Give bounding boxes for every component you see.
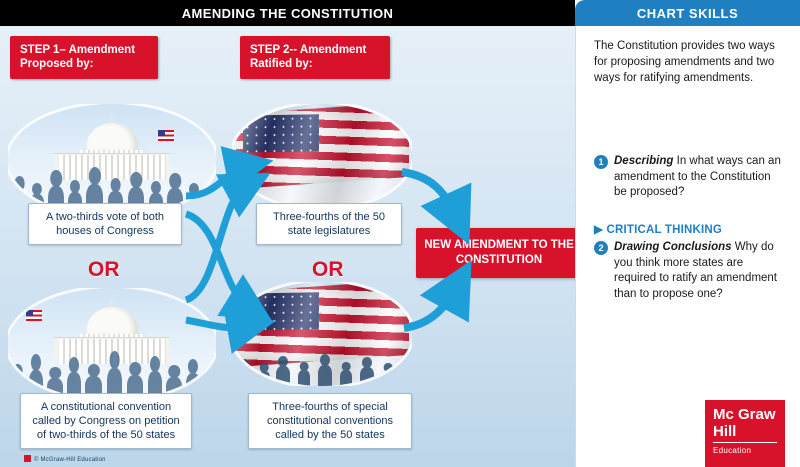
panel-intro-text: The Constitution provides two ways for proposing amendments and two ways for ratifying amendments. <box>594 40 775 84</box>
question-1-text: In what ways can an amendment to the Constitution be proposed? <box>614 155 781 198</box>
step-1-label: STEP 1– Amendment Proposed by: <box>10 36 158 79</box>
chart-skills-header: CHART SKILLS <box>575 0 800 26</box>
logo-line-2: Hill <box>713 423 737 440</box>
copyright-credit <box>24 455 106 463</box>
question-1-lead: Describing <box>614 155 674 167</box>
arrow-legislatures-to-result <box>402 172 456 216</box>
page-title: AMENDING THE CONSTITUTION <box>0 0 575 26</box>
question-2 <box>594 240 784 302</box>
or-label-left: OR <box>88 258 120 281</box>
credit-text: © McGraw-Hill Education <box>34 457 106 463</box>
logo-line-3: Education <box>713 446 752 455</box>
question-2-lead: Drawing Conclusions <box>614 241 732 253</box>
or-label-right: OR <box>312 258 344 281</box>
question-2-number: 2 <box>594 241 608 255</box>
step-2-label: STEP 2-- Amendment Ratified by: <box>240 36 390 79</box>
mcgraw-hill-education-logo <box>705 400 785 467</box>
caption-propose-congress: A two-thirds vote of both houses of Congress <box>28 203 182 245</box>
publisher-mark-icon <box>24 455 31 462</box>
arrow-conventions-to-result <box>404 288 456 328</box>
caption-propose-convention: A constitutional convention called by Congress on petition of two-thirds of the 50 states <box>20 393 192 449</box>
logo-line-1: Mc Graw <box>713 406 776 423</box>
arrow-convention-to-conventions <box>186 320 248 328</box>
chart-skills-panel <box>575 0 800 467</box>
caption-ratify-conventions: Three-fourths of special constitutional conventions called by the 50 states <box>248 393 412 449</box>
question-1 <box>594 154 784 201</box>
question-2-text: Why do you think more states are required to ratify an amendment than to propose one? <box>614 241 778 300</box>
result-new-amendment-box: NEW AMENDMENT TO THE CONSTITUTION <box>416 228 575 278</box>
critical-thinking-heading: ▶ CRITICAL THINKING <box>594 224 723 236</box>
arrow-convention-to-legislatures <box>186 186 246 300</box>
caption-ratify-legislatures: Three-fourths of the 50 state legislatures <box>256 203 402 245</box>
logo-divider <box>713 442 777 443</box>
chart-skills-body <box>575 26 800 467</box>
question-1-number: 1 <box>594 155 608 169</box>
